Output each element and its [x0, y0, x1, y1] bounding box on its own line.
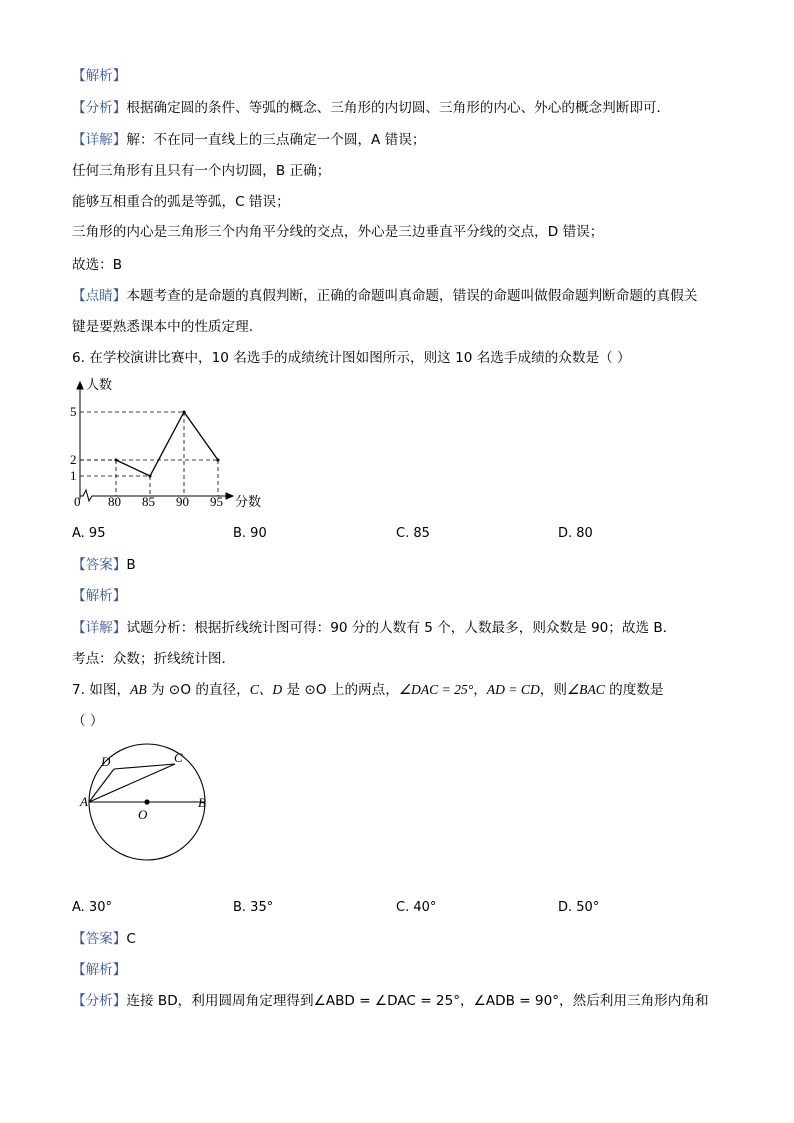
- angle-bac: ∠BAC: [566, 682, 605, 697]
- stem-part: 是 ⊙O 上的两点，: [282, 682, 399, 698]
- series-line: [116, 412, 218, 476]
- section-jiexi-6: 【解析】: [72, 588, 127, 604]
- comment-line: [72, 286, 697, 306]
- stem-part: ，: [473, 682, 487, 698]
- question-7-stem: [72, 680, 664, 700]
- option-a: A. 95: [72, 526, 106, 541]
- tag-fenxi: 【分析】: [72, 100, 127, 116]
- tag-daan: 【答案】: [72, 931, 127, 947]
- center-point: [144, 799, 149, 804]
- label-d: D: [101, 754, 111, 769]
- stem-part: 7. 如图，: [72, 682, 131, 698]
- kaodian-line: 考点：众数；折线统计图．: [72, 651, 236, 667]
- option-c: C. 40°: [396, 900, 437, 915]
- detail-line-6: [72, 618, 676, 638]
- x-tick-label: 85: [142, 494, 155, 509]
- option-b: B. 90: [233, 526, 267, 541]
- detail-line: [72, 130, 425, 150]
- section-jiexi-5: 【解析】: [72, 68, 127, 84]
- origin-label: 0: [74, 494, 81, 509]
- data-point: [149, 475, 151, 477]
- segment-ab: AB: [130, 682, 147, 697]
- chord-ac: [89, 764, 175, 802]
- option-a: A. 30°: [72, 900, 112, 915]
- y-tick-label: 1: [70, 468, 77, 483]
- x-axis-label: 分数: [235, 494, 262, 509]
- tag-xiangjie: 【详解】: [72, 132, 127, 148]
- line-chart: [70, 375, 270, 515]
- label-a: A: [80, 794, 88, 809]
- comment-line-2: 键是要熟悉课本中的性质定理．: [72, 319, 263, 335]
- x-axis-arrow: [226, 493, 233, 499]
- detail-text: 试题分析：根据折线统计图可得：90 分的人数有 5 个，人数最多，则众数是 90；故选 B．: [126, 620, 677, 636]
- x-tick-label: 95: [210, 494, 223, 509]
- option-b: B. 35°: [233, 900, 274, 915]
- question-7-paren: （ ）: [72, 713, 104, 729]
- tag-xiangjie: 【详解】: [72, 620, 127, 636]
- tag-daan: 【答案】: [72, 557, 127, 573]
- option-d: D. 80: [558, 526, 593, 541]
- answer-line-6: [72, 555, 136, 575]
- label-b: B: [198, 795, 206, 810]
- label-o: O: [138, 807, 148, 822]
- y-axis-label: 人数: [86, 377, 113, 392]
- circle-figure: [70, 740, 220, 865]
- data-point: [183, 411, 185, 413]
- x-tick-label: 90: [176, 494, 189, 509]
- answer-value: B: [126, 557, 136, 573]
- analysis-line-7: [72, 991, 709, 1011]
- tag-dianjing: 【点睛】: [72, 288, 127, 304]
- section-jiexi-7: 【解析】: [72, 962, 127, 978]
- option-d: D. 50°: [558, 900, 600, 915]
- analysis-text: 连接 BD，利用圆周角定理得到∠ABD = ∠DAC = 25°，∠ADB = 90°，然后利用三角形内角和: [126, 993, 709, 1009]
- detail-line-3: 能够互相重合的弧是等弧，C 错误；: [72, 194, 290, 210]
- data-point: [115, 459, 117, 461]
- tag-fenxi: 【分析】: [72, 993, 127, 1009]
- stem-part: 的度数是: [604, 682, 664, 698]
- angle-dac: ∠DAC = 25°: [398, 682, 474, 697]
- question-6-stem: 6. 在学校演讲比赛中，10 名选手的成绩统计图如图所示，则这 10 名选手成绩的众数是（ ）: [72, 350, 631, 366]
- y-axis-arrow: [77, 382, 83, 389]
- y-tick-label: 2: [70, 452, 77, 467]
- points-cd: C、D: [249, 682, 283, 697]
- y-tick-label: 5: [70, 404, 77, 419]
- analysis-text: 根据确定圆的条件、等弧的概念、三角形的内切圆、三角形的内心、外心的概念判断即可．: [126, 100, 671, 116]
- option-c: C. 85: [396, 526, 430, 541]
- detail-line-5: 故选：B: [72, 257, 123, 273]
- label-c: C: [174, 750, 183, 765]
- data-point: [217, 459, 219, 461]
- analysis-line: [72, 98, 670, 118]
- stem-part: ，则: [539, 682, 567, 698]
- detail-line-4: 三角形的内心是三角形三个内角平分线的交点，外心是三边垂直平分线的交点，D 错误；: [72, 224, 604, 240]
- detail-text: 解：不在同一直线上的三点确定一个圆，A 错误；: [126, 132, 426, 148]
- stem-part: 为 ⊙O 的直径，: [146, 682, 250, 698]
- equation-ad-cd: AD = CD: [486, 682, 540, 697]
- comment-text: 本题考查的是命题的真假判断，正确的命题叫真命题，错误的命题叫做假命题判断命题的真假关: [126, 288, 698, 304]
- x-tick-label: 80: [108, 494, 121, 509]
- detail-line-2: 任何三角形有且只有一个内切圆，B 正确；: [72, 163, 331, 179]
- answer-line-7: [72, 929, 136, 949]
- answer-value: C: [126, 931, 136, 947]
